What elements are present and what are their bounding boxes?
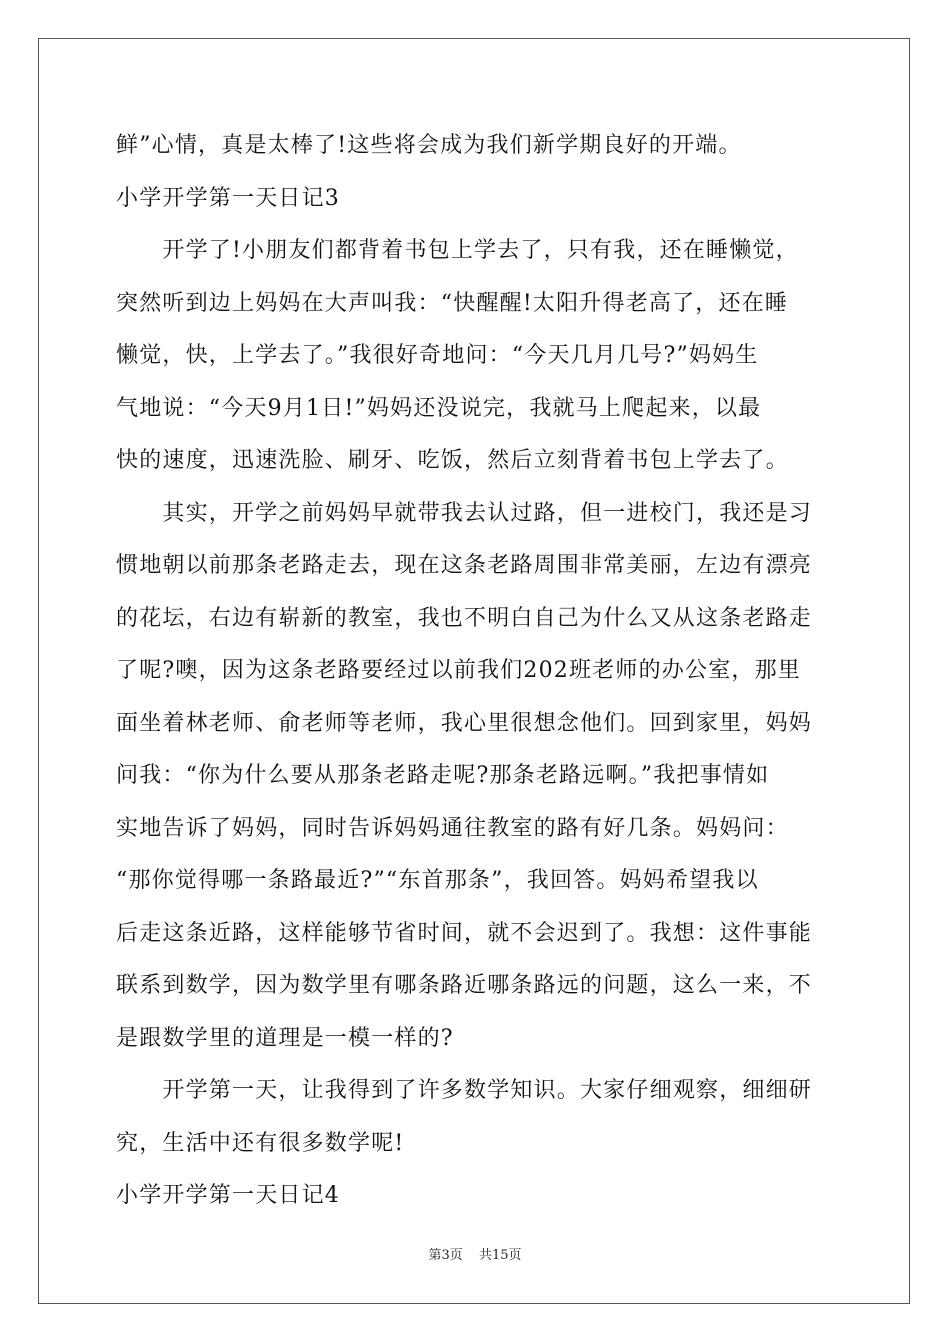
text-line: 开学了!小朋友们都背着书包上学去了，只有我，还在睡懒觉， <box>116 238 799 263</box>
text-line: 气地说：“今天9月1日!”妈妈还没说完，我就马上爬起来，以最 <box>116 395 762 421</box>
text-line: 实地告诉了妈妈，同时告诉妈妈通往教室的路有好几条。妈妈问： <box>116 815 789 841</box>
text-line: 开学第一天，让我得到了许多数学知识。大家仔细观察，细细研 <box>116 1078 813 1103</box>
diary-heading-4: 小学开学第一天日记4 <box>116 1183 340 1208</box>
text-line: 联系到数学，因为数学里有哪条路近哪条路远的问题，这么一来，不 <box>116 973 813 998</box>
text-line: 问我：“你为什么要从那条老路走呢?那条老路远啊。”我把事情如 <box>116 763 770 788</box>
text-line: 面坐着林老师、俞老师等老师，我心里很想念他们。回到家里，妈妈 <box>116 710 813 736</box>
text-line: 惯地朝以前那条老路走去，现在这条老路周围非常美丽，左边有漂亮 <box>116 553 813 578</box>
text-line: 鲜”心情，真是太棒了!这些将会成为我们新学期良好的开端。 <box>116 133 742 158</box>
text-line: 突然听到边上妈妈在大声叫我：“快醒醒!太阳升得老高了，还在睡 <box>116 290 789 316</box>
text-line: 是跟数学里的道理是一模一样的? <box>116 1025 454 1051</box>
document-body <box>116 120 836 1223</box>
page-total: 共15页 <box>478 1248 522 1263</box>
text-line: 后走这条近路，这样能够节省时间，就不会迟到了。我想：这件事能 <box>116 920 813 946</box>
text-line: 快的速度，迅速洗脸、刷牙、吃饭，然后立刻背着书包上学去了。 <box>116 448 789 473</box>
text-line: 了呢?噢，因为这条老路要经过以前我们202班老师的办公室，那里 <box>116 658 801 683</box>
text-line: 的花坛，右边有崭新的教室，我也不明白自己为什么又从这条老路走 <box>116 605 813 631</box>
diary-heading-3: 小学开学第一天日记3 <box>116 185 340 211</box>
text-line: “那你觉得哪一条路最近?”“东首那条”，我回答。妈妈希望我以 <box>116 868 759 893</box>
text-line: 其实，开学之前妈妈早就带我去认过路，但一进校门，我还是习 <box>116 500 813 526</box>
page-footer <box>0 1244 950 1263</box>
text-line: 懒觉，快，上学去了。”我很好奇地问：“今天几月几号?”妈妈生 <box>116 343 759 368</box>
text-line: 究，生活中还有很多数学呢! <box>116 1130 405 1156</box>
page-number: 第3页 <box>428 1248 463 1263</box>
